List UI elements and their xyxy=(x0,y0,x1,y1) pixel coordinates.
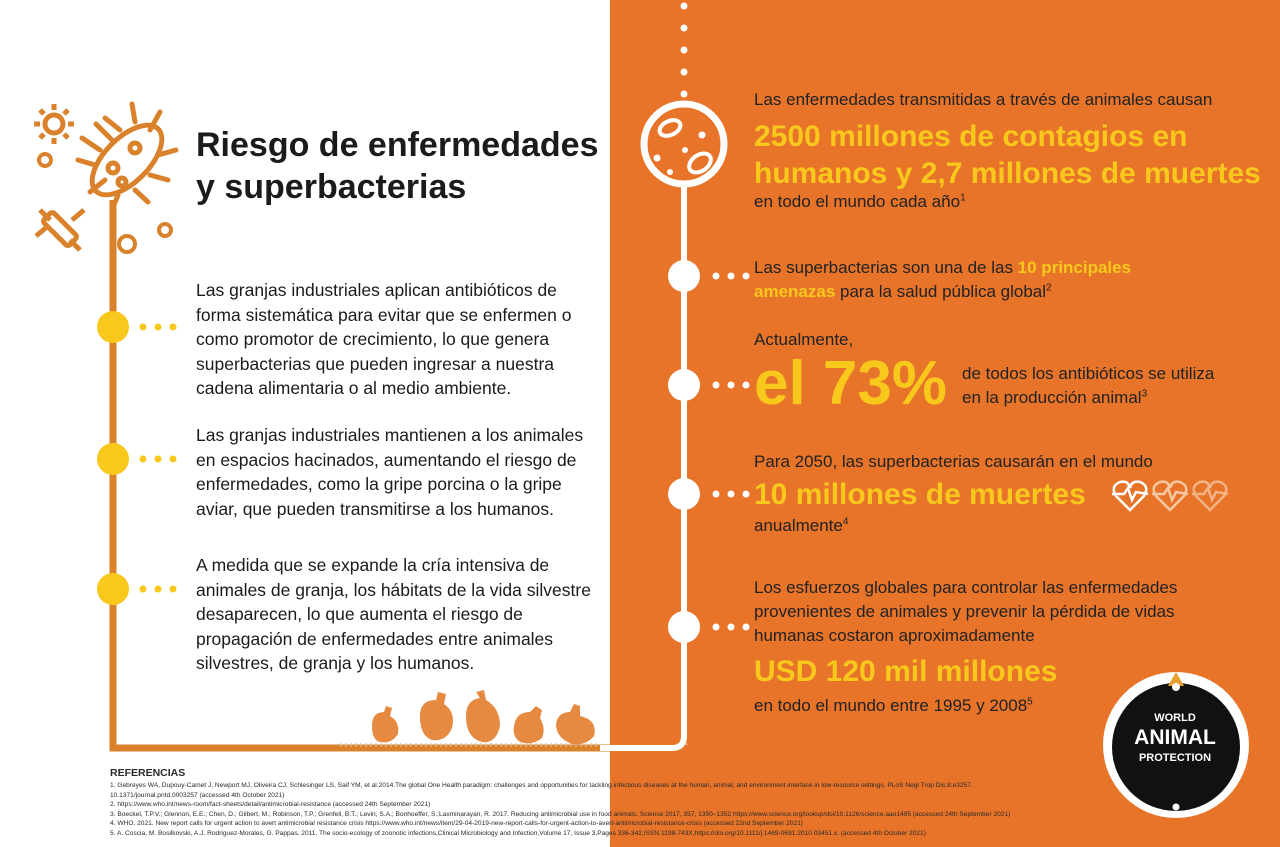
right-node-4 xyxy=(668,611,750,643)
stat-5-headline: USD 120 mil millones xyxy=(754,655,1058,688)
heartbeat-icon xyxy=(1112,482,1228,510)
left-node-3 xyxy=(97,573,177,605)
left-paragraph-3: A medida que se expande la cría intensiva de animales de granja, los hábitats de la vida silvestre desaparecen, lo que aumenta el riesgo de propagación de enfermedades entre animales silvestres, de granja y los humanos. xyxy=(196,555,591,673)
stat-3-detail xyxy=(962,362,1214,410)
logo-line-3: PROTECTION xyxy=(1138,752,1212,764)
stat-2-post: para la salud pública global xyxy=(835,282,1047,301)
stat-3-ref: 3 xyxy=(1141,388,1148,400)
stat-4-footer-text: anualmente xyxy=(754,516,843,535)
stat-1-headline xyxy=(754,118,1274,192)
cell-icon-small xyxy=(159,224,171,236)
title-line-2: y superbacterias xyxy=(196,168,467,206)
stat-4-intro: Para 2050, las superbacterias causarán en el mundo xyxy=(754,452,1153,471)
left-node-2 xyxy=(97,443,177,475)
stat-3-detail-line-1: de todos los antibióticos se utiliza xyxy=(962,364,1215,383)
cell-icon xyxy=(119,236,135,252)
reference-item: 1. Gebreyes WA, Dupouy-Camet J, Newport MJ, Oliveira CJ, Schlesinger LS, Saif YM, et al.2014.The global One Health paradigm: challenges and opportunities for tackling infectious diseases at the human, animal, and environment interface in low-resource settings. PLoS Negl Trop Dis.8:e3257. xyxy=(110,782,973,789)
left-node-1 xyxy=(97,311,177,343)
stat-5-intro xyxy=(754,576,1177,648)
stat-5-line-1: Los esfuerzos globales para controlar las enfermedades xyxy=(754,578,1178,597)
title-line-1: Riesgo de enfermedades xyxy=(196,126,599,164)
reference-item: 10.1371/journal.pntd.0003257 (accessed 4th October 2021) xyxy=(110,791,285,799)
stat-2-highlight-1: 10 principales xyxy=(1017,258,1132,277)
dot-icon xyxy=(39,154,51,166)
stat-4-ref: 4 xyxy=(842,516,849,528)
stat-2 xyxy=(754,256,1184,304)
petri-dish-icon xyxy=(644,104,724,184)
stat-2-highlight-2: amenazas xyxy=(754,282,836,301)
timeline-top-dots xyxy=(681,3,688,98)
references-title: REFERENCIAS xyxy=(110,767,186,779)
left-paragraph-2: Las granjas industriales mantienen a los animales en espacios hacinados, aumentando el riesgo de enfermedades, como la gripe porcina o la gripe aviar, que pueden transmitirse a los humanos. xyxy=(196,425,584,519)
logo-line-2: ANIMAL xyxy=(1134,726,1216,749)
page-title xyxy=(196,124,606,208)
stat-5-line-3: humanas costaron aproximadamente xyxy=(754,626,1035,645)
right-node-3 xyxy=(668,478,750,510)
left-paragraph-1: Las granjas industriales aplican antibióticos de forma sistemática para evitar que se enfermen o como promotor de crecimiento, lo que genera superbacterias que pueden ingresar a nuestra cadena alimentaria o al medio ambiente. xyxy=(196,280,572,398)
stat-1-footer xyxy=(754,190,966,214)
stat-1-intro: Las enfermedades transmitidas a través de animales causan xyxy=(754,90,1213,109)
reference-item: 4. WHO. 2021. New report calls for urgent action to avert antimicrobial resistance crisis https://www.who.int/news/item/29-04-2019-new-report-calls-for-urgent-action-to-avert-antimicrobial-resistance-crisis (accessed 22nd September 2021) xyxy=(110,820,803,828)
stat-5-ref: 5 xyxy=(1027,696,1033,708)
timeline-bottom-corner xyxy=(600,700,684,748)
stat-3-percentage: el 73% xyxy=(754,349,948,418)
stat-1-headline-line-2: humanos y 2,7 millones de muertes xyxy=(754,157,1261,190)
stat-1-headline-line-1: 2500 millones de contagios en xyxy=(754,120,1188,153)
right-node-1 xyxy=(668,260,750,292)
stat-3-detail-line-2: en la producción animal xyxy=(962,388,1142,407)
stat-1-footer-text: en todo el mundo cada año xyxy=(754,192,961,211)
stat-2-ref: 2 xyxy=(1046,282,1052,294)
stat-2-pre: Las superbacterias son una de las xyxy=(754,258,1018,277)
stat-3-intro: Actualmente, xyxy=(754,330,854,349)
references xyxy=(110,767,1110,839)
virus-icon xyxy=(36,210,84,250)
chicken-icon xyxy=(372,690,595,744)
stat-4-headline: 10 millones de muertes xyxy=(754,478,1086,511)
right-node-2 xyxy=(668,369,750,401)
stat-1-ref: 1 xyxy=(960,192,966,204)
stat-5-footer xyxy=(754,694,1033,718)
logo-line-1: WORLD xyxy=(1154,712,1196,724)
reference-item: 2. https://www.who.int/news-room/fact-sheets/detail/antimicrobial-resistance (accessed 24th September 2021) xyxy=(110,801,431,809)
reference-item: 5. A. Coscia, M. Bosilkovski, A.J. Rodriguez-Morales, G. Pappas. 2011. The socio-ecology of zoonotic infections,Clinical Microbiology and Infection,Volume 17, Issue 3,Pages 336-342,ISSN 1198-743X,https://doi.org/10.1111/j.1469-0691.2010.03451.x. (accessed 4th October 2021) xyxy=(110,829,926,837)
bacteria-icon xyxy=(78,104,176,210)
stat-5-footer-text: en todo el mundo entre 1995 y 2008 xyxy=(754,696,1028,715)
stat-4-footer xyxy=(754,514,848,538)
gear-icon xyxy=(34,104,74,144)
reference-item: 3. Boeckel, T.P.V.; Glennon, E.E.; Chen, D.; Gilbert, M.; Robinson, T.P.; Grenfell, B.T.; Levin, S.A.; Bonhoeffer, S.;Laxminarayan, R. 2017. Reducing antimicrobial use in food animals. Science 2017, 357, 1350–1352 https://www.science.org/lookup/doi/10.1126/science.aao1495 (accessed 24th September 2021) xyxy=(110,810,1011,818)
stat-5-line-2: provenientes de animales y prevenir la pérdida de vidas xyxy=(754,602,1175,621)
